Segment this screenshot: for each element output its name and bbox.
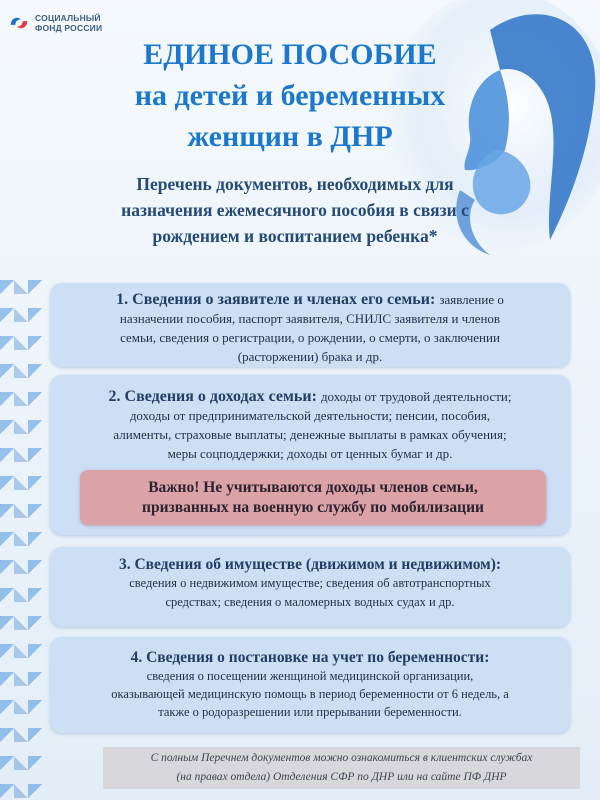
section-2-first-line: [62, 387, 558, 406]
section-2-line-1: доходы от предпринимательской деятельности; пенсии, пособия,: [129, 408, 491, 423]
section-2-inline-text: доходы от трудовой деятельности;: [320, 389, 512, 404]
section-4-line-1: сведения о посещении женщиной медицинской организации,: [146, 669, 474, 683]
section-applicant-info: [50, 283, 570, 367]
section-4-line-2: оказывающей медицинскую помощь в период беременности от 6 недель, а: [111, 687, 509, 701]
section-2-line-3: меры соцподдержки; доходы от ценных бумаг и др.: [167, 446, 453, 461]
important-notice: [80, 470, 546, 525]
section-4-line-3: также о родоразрешении или прерывании беременности.: [158, 705, 462, 719]
footer-note: [103, 747, 580, 789]
section-3-line-2: средствах; сведения о маломерных водных судах и др.: [165, 595, 455, 609]
sfr-logo: [8, 12, 102, 34]
subtitle-line-1: Перечень документов, необходимых для: [136, 174, 454, 194]
section-2-heading: 2. Сведения о доходах семьи:: [108, 388, 317, 405]
important-line-2: призванных на военную службу по мобилизации: [142, 499, 484, 516]
footer-line-2: (на правах отдела) Отделения СФР по ДНР или на сайте ПФ ДНР: [176, 771, 507, 783]
logo-text: [35, 13, 102, 33]
title-line-1: ЕДИНОЕ ПОСОБИЕ: [143, 38, 437, 71]
decorative-pattern: [0, 280, 42, 800]
logo-line-2: ФОНД РОССИИ: [35, 23, 103, 33]
section-1-line-2: семьи, сведения о регистрации, о рождении, о смерти, о заключении: [120, 330, 500, 345]
section-pregnancy-registration: [50, 637, 570, 733]
section-1-first-line: [62, 290, 558, 309]
title-line-3: женщин в ДНР: [187, 120, 393, 153]
section-3-line-1: сведения о недвижимом имуществе; сведения об автотранспортных: [129, 576, 491, 590]
page-title: [70, 34, 510, 157]
section-4-heading: 4. Сведения о постановке на учет по беременности:: [130, 649, 490, 666]
section-1-line-3: (расторжении) брака и др.: [237, 349, 383, 364]
logo-line-1: СОЦИАЛЬНЫЙ: [35, 13, 101, 23]
section-3-heading: 3. Сведения об имуществе (движимом и недвижимом):: [118, 556, 502, 573]
section-2-line-2: алименты, страховые выплаты; денежные выплаты в рамках обучения;: [113, 427, 507, 442]
sfr-logo-icon: [8, 12, 30, 34]
important-line-1: Важно! Не учитываются доходы членов семьи,: [148, 479, 478, 496]
subtitle: [70, 171, 520, 249]
section-property: [50, 547, 570, 627]
subtitle-line-3: рождением и воспитанием ребенка*: [152, 226, 438, 246]
footer-line-1: С полным Перечнем документов можно ознакомиться в клиентских службах: [150, 752, 533, 764]
title-line-2: на детей и беременных: [134, 79, 446, 112]
section-1-line-1: назначении пособия, паспорт заявителя, СНИЛС заявителя и членов: [119, 311, 501, 326]
section-1-inline-text: заявление о: [439, 292, 504, 307]
section-1-heading: 1. Сведения о заявителе и членах его семьи:: [116, 291, 436, 308]
subtitle-line-2: назначения ежемесячного пособия в связи с: [121, 200, 469, 220]
